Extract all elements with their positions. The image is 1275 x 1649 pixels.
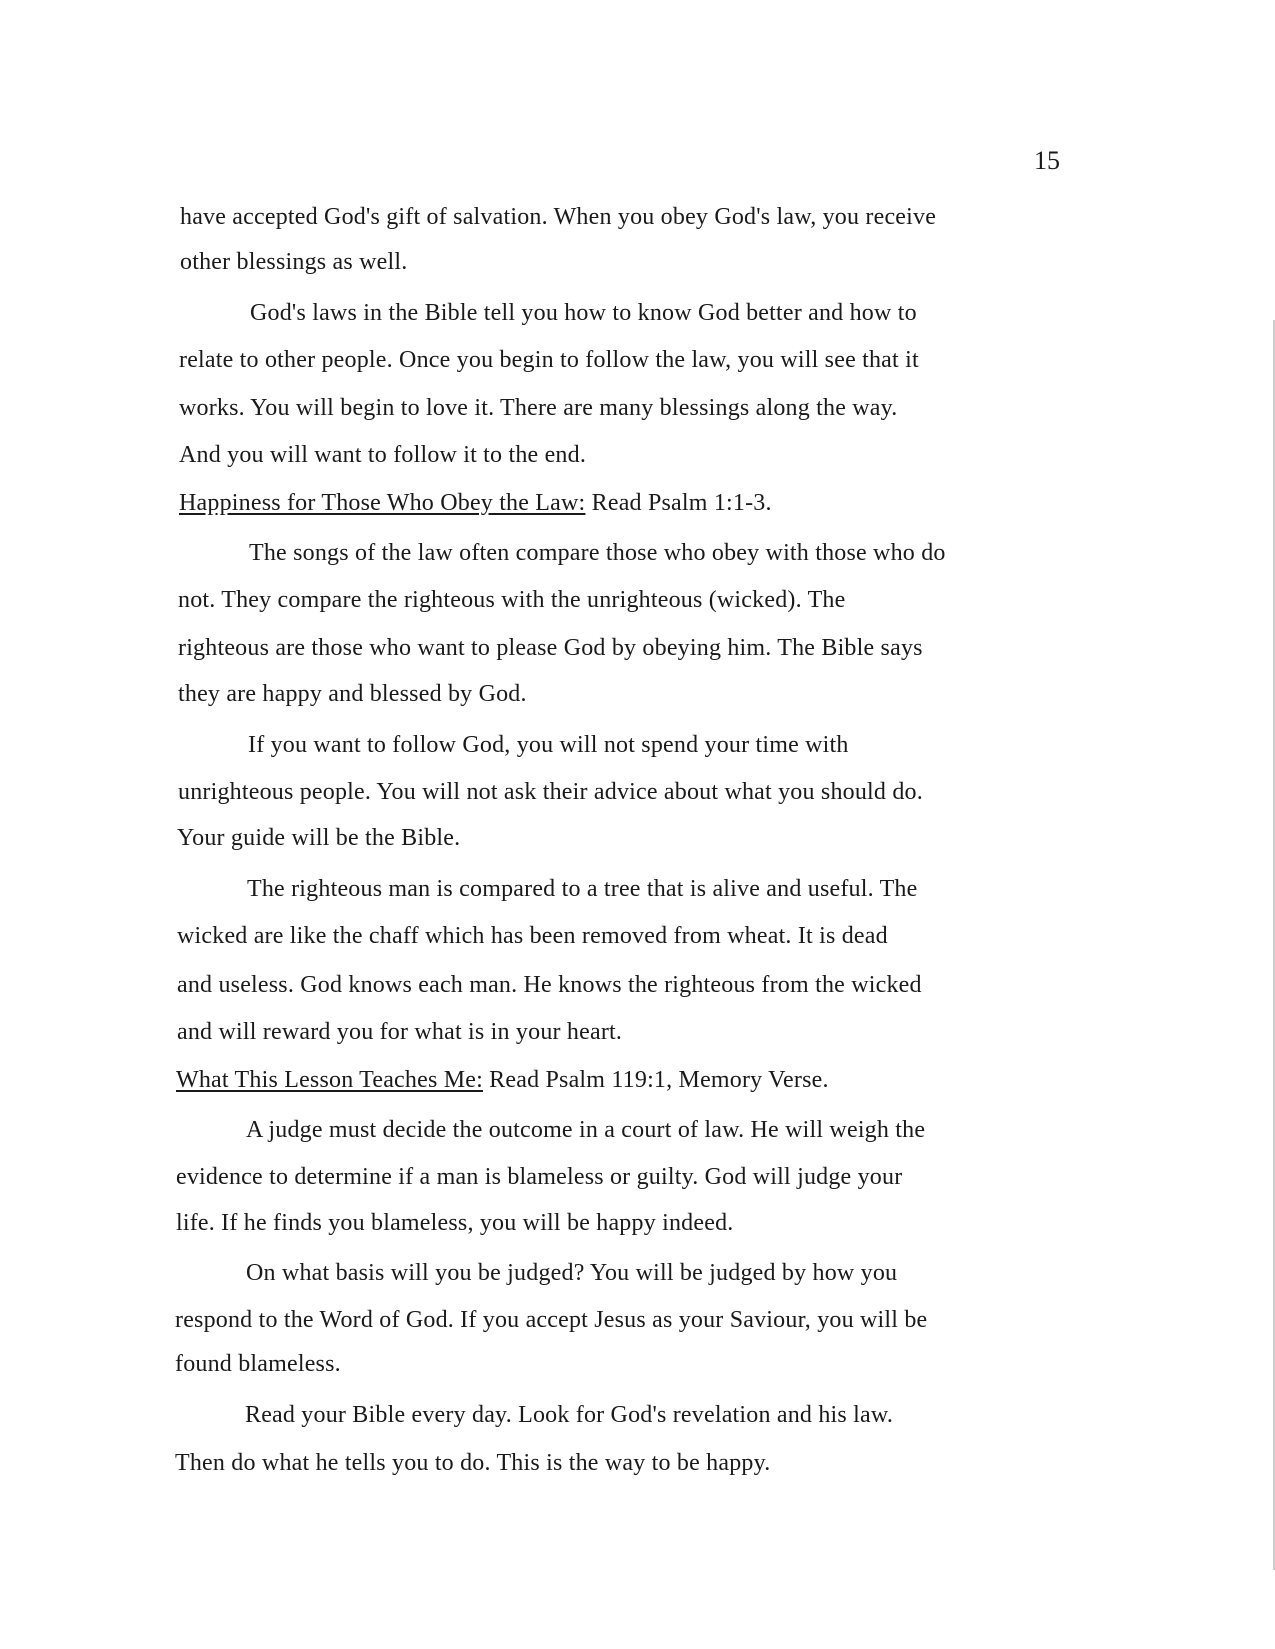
text-line [178,634,923,662]
line-text: The righteous man is compared to a tree that is alive and useful. The [247,876,918,902]
line-text: Read your Bible every day. Look for God's revelation and his law. [245,1402,894,1428]
text-line [179,394,898,422]
text-line [177,922,888,950]
line-text: And you will want to follow it to the end. [179,442,587,468]
text-line [180,203,936,231]
text-line [175,1306,927,1334]
text-line [246,1259,897,1287]
line-text: A judge must decide the outcome in a court of law. He will weigh the [246,1117,926,1143]
text-line [177,824,460,852]
text-line [175,1449,770,1477]
text-line [178,586,845,614]
text-line [179,441,586,469]
line-text: Read Psalm 119:1, Memory Verse. [482,1067,829,1093]
page-number: 15 [1034,146,1060,175]
text-line [176,1163,902,1191]
line-text: works. You will begin to love it. There are many blessings along the way. [179,395,898,421]
text-line [249,539,946,567]
line-text: righteous are those who want to please God by obeying him. The Bible says [178,635,923,661]
text-line [180,248,407,276]
line-text: relate to other people. Once you begin to follow the law, you will see that it [179,347,919,373]
section-heading-line [176,1066,829,1094]
text-line [178,778,923,806]
line-text: The songs of the law often compare those who obey with those who do [249,540,946,566]
line-text: respond to the Word of God. If you accept Jesus as your Saviour, you will be [175,1307,928,1333]
text-line [177,1018,622,1046]
line-text: Read Psalm 1:1-3. [585,490,772,516]
line-text: found blameless. [175,1351,341,1377]
line-text: and useless. God knows each man. He knows the righteous from the wicked [177,972,922,998]
line-text: Your guide will be the Bible. [177,825,461,851]
line-text: unrighteous people. You will not ask their advice about what you should do. [178,779,923,805]
line-text: wicked are like the chaff which has been removed from wheat. It is dead [177,923,888,949]
line-text: not. They compare the righteous with the unrighteous (wicked). The [178,587,846,613]
text-line [248,731,849,759]
text-line [246,1116,925,1144]
line-text: they are happy and blessed by God. [178,681,527,707]
section-heading: What This Lesson Teaches Me: [176,1067,483,1093]
text-line [247,875,917,903]
text-line [178,680,527,708]
section-heading-line [179,489,772,517]
text-line [250,299,917,327]
line-text: have accepted God's gift of salvation. When you obey God's law, you receive [180,204,937,230]
line-text: and will reward you for what is in your heart. [177,1019,623,1045]
text-line [245,1401,893,1429]
text-line [177,971,922,999]
section-heading: Happiness for Those Who Obey the Law: [179,490,586,516]
line-text: other blessings as well. [180,249,408,275]
text-line [176,1209,733,1237]
line-text: If you want to follow God, you will not spend your time with [248,732,849,758]
line-text: evidence to determine if a man is blameless or guilty. God will judge your [176,1164,903,1190]
line-text: On what basis will you be judged? You will be judged by how you [246,1260,898,1286]
line-text: Then do what he tells you to do. This is the way to be happy. [175,1450,771,1476]
text-line [179,346,919,374]
line-text: life. If he finds you blameless, you will be happy indeed. [176,1210,734,1236]
text-line [175,1350,341,1378]
line-text: God's laws in the Bible tell you how to know God better and how to [250,300,917,326]
